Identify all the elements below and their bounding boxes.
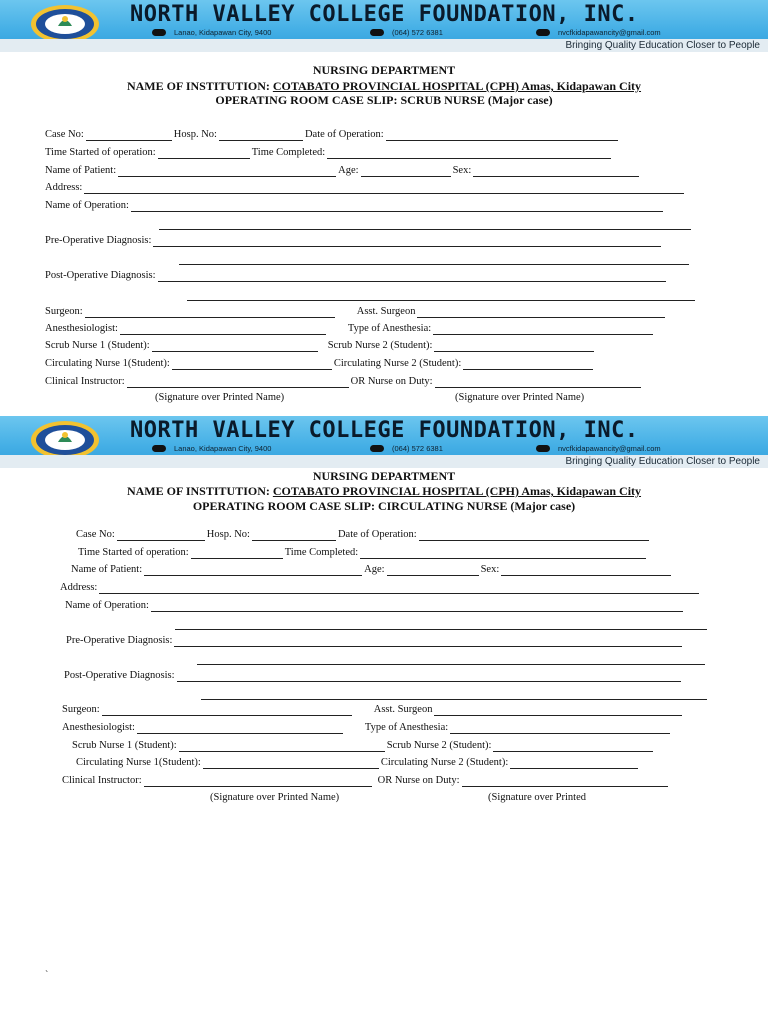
anesthesiologist-field[interactable] [120,324,326,335]
case-no-label: Case No: [45,129,84,140]
college-name: NORTH VALLEY COLLEGE FOUNDATION, INC. [130,418,639,443]
type-of-anesthesia-field[interactable] [450,723,670,734]
college-seal-icon [30,420,100,460]
college-seal-icon [30,4,100,44]
time-started-field[interactable] [191,548,283,559]
phone-icon [370,29,384,36]
age-label: Age: [338,165,359,176]
time-completed-label: Time Completed: [251,147,326,158]
pre-op-label: Pre-Operative Diagnosis: [45,235,152,246]
post-op-row [45,269,668,282]
sex-label: Sex: [480,564,500,575]
asst-surgeon-label: Asst. Surgeon [356,306,416,317]
slip-title-2: OPERATING ROOM CASE SLIP: CIRCULATING NURSE (Major case) [192,499,576,513]
pre-op-label: Pre-Operative Diagnosis: [66,635,173,646]
circulating-nurse-1-field[interactable] [172,359,332,370]
case-no-label: Case No: [76,529,115,540]
circulating-nurse-2-field[interactable] [463,359,593,370]
name-of-operation-label: Name of Operation: [45,200,129,211]
scrub-nurse-1-label: Scrub Nurse 1 (Student): [72,740,177,751]
phone-text: (064) 572 6381 [392,444,443,453]
location-icon [152,29,166,36]
address-field[interactable] [84,183,684,194]
asst-surgeon-field[interactable] [434,705,682,716]
phone-text: (064) 572 6381 [392,28,443,37]
sex-field[interactable] [473,166,639,177]
scrub-nurse-2-field[interactable] [434,341,594,352]
department-heading-2: NURSING DEPARTMENT [312,469,456,483]
anesthesia-row [45,322,655,335]
institution-heading [0,79,768,94]
pre-op-row [45,234,663,247]
address-label: Address: [60,582,98,593]
anesthesiologist-field[interactable] [137,723,343,734]
hosp-no-field[interactable] [219,130,303,141]
case-no-field[interactable] [86,130,172,141]
scrub-nurse-2-field[interactable] [493,741,653,752]
post-op-field[interactable] [158,271,666,282]
slip-title: OPERATING ROOM CASE SLIP: SCRUB NURSE (Major case) [215,93,553,107]
operation-row-2-continued [174,619,709,630]
surgeon-label: Surgeon: [62,704,100,715]
time-completed-field[interactable] [327,148,611,159]
post-op-field-2[interactable] [201,689,707,700]
address-row [45,181,686,194]
scrub-nurse-1-field[interactable] [179,741,385,752]
circulating-nurse-1-label: Circulating Nurse 1(Student): [45,358,170,369]
signature-caption-left: (Signature over Printed Name) [155,392,285,403]
address-label: Address: [45,182,83,193]
clinical-instructor-label: Clinical Instructor: [45,376,125,387]
case-info-row-2 [76,528,651,541]
name-of-operation-field-2[interactable] [159,219,691,230]
scrub-nurse-row [45,339,596,352]
email-icon [536,445,550,452]
address-row-2 [60,581,701,594]
date-of-operation-field[interactable] [419,530,649,541]
tagline: Bringing Quality Education Closer to People [565,40,760,51]
phone-icon [370,445,384,452]
post-op-field-2[interactable] [187,290,695,301]
operation-row [45,199,665,212]
college-banner [0,0,768,52]
address-contact [152,444,271,453]
phone-contact [370,28,443,37]
scrub-nurse-2-label: Scrub Nurse 2 (Student): [386,740,492,751]
pre-op-field-2[interactable] [197,654,705,665]
asst-surgeon-label: Asst. Surgeon [373,704,433,715]
email-icon [536,29,550,36]
operation-row-2 [65,599,685,612]
surgeon-field[interactable] [85,307,335,318]
stray-mark: ` [45,970,49,981]
email-text: nvcfkidapawancity@gmail.com [558,28,661,37]
pre-op-row-2-continued [196,654,707,665]
email-text: nvcfkidapawancity@gmail.com [558,444,661,453]
case-no-field[interactable] [117,530,205,541]
anesthesiologist-label: Anesthesiologist: [62,722,135,733]
circulating-nurse-1-label: Circulating Nurse 1(Student): [76,757,201,768]
or-nurse-label: OR Nurse on Duty: [350,376,433,387]
age-field[interactable] [361,166,451,177]
surgeon-row-2 [62,703,684,716]
scrub-nurse-1-label: Scrub Nurse 1 (Student): [45,340,150,351]
or-nurse-field[interactable] [435,377,641,388]
name-of-patient-label: Name of Patient: [45,165,117,176]
post-op-label: Post-Operative Diagnosis: [45,270,156,281]
college-banner-2 [0,416,768,468]
name-of-patient-field[interactable] [144,565,362,576]
college-name: NORTH VALLEY COLLEGE FOUNDATION, INC. [130,2,639,27]
institution-label: NAME OF INSTITUTION: [126,79,270,93]
instructor-row [45,375,643,388]
name-of-patient-label: Name of Patient: [71,564,143,575]
anesthesia-row-2 [62,721,672,734]
address-text: Lanao, Kidapawan City, 9400 [174,28,272,37]
circulating-nurse-row [45,357,595,370]
or-nurse-field[interactable] [462,776,668,787]
age-field[interactable] [387,565,479,576]
time-started-label: Time Started of operation: [45,147,156,158]
name-of-operation-field[interactable] [131,201,663,212]
date-of-operation-label: Date of Operation: [304,129,384,140]
surgeon-row [45,305,667,318]
type-of-anesthesia-label: Type of Anesthesia: [364,722,449,733]
post-op-field[interactable] [177,671,681,682]
institution-label: NAME OF INSTITUTION: [126,484,270,498]
clinical-instructor-field[interactable] [127,377,349,388]
circulating-nurse-1-field[interactable] [203,758,379,769]
signature-caption-left-2: (Signature over Printed Name) [210,792,340,803]
phone-contact [370,444,443,453]
case-info-row [45,128,620,141]
type-of-anesthesia-label: Type of Anesthesia: [347,323,432,334]
asst-surgeon-field[interactable] [417,307,665,318]
patient-row-2 [71,563,673,576]
hosp-no-field[interactable] [252,530,336,541]
pre-op-row-continued [178,254,691,265]
signature-caption-right-2: (Signature over Printed [488,792,586,803]
time-started-label: Time Started of operation: [78,547,189,558]
circulating-nurse-row-2 [76,756,640,769]
operation-row-continued [158,219,693,230]
institution-heading-2 [0,484,768,499]
institution-value: COTABATO PROVINCIAL HOSPITAL (CPH) Amas, Kidapawan City [272,79,642,93]
time-completed-field[interactable] [360,548,646,559]
age-label: Age: [364,564,385,575]
address-text: Lanao, Kidapawan City, 9400 [174,444,272,453]
hosp-no-label: Hosp. No: [173,129,217,140]
sex-field[interactable] [501,565,671,576]
sex-label: Sex: [452,165,472,176]
post-op-label: Post-Operative Diagnosis: [64,670,175,681]
name-of-patient-field[interactable] [118,166,336,177]
department-heading: NURSING DEPARTMENT [312,63,456,77]
circulating-nurse-2-field[interactable] [510,758,638,769]
institution-value: COTABATO PROVINCIAL HOSPITAL (CPH) Amas, Kidapawan City [272,484,642,498]
time-started-field[interactable] [158,148,250,159]
address-contact [152,28,271,37]
pre-op-field[interactable] [174,636,682,647]
post-op-row-2 [64,669,683,682]
pre-op-field-2[interactable] [179,254,689,265]
name-of-operation-label: Name of Operation: [65,600,149,611]
date-of-operation-label: Date of Operation: [337,529,417,540]
surgeon-field[interactable] [102,705,352,716]
hosp-no-label: Hosp. No: [206,529,250,540]
post-op-row-2-continued [200,689,709,700]
or-nurse-label: OR Nurse on Duty: [377,775,460,786]
signature-caption-right: (Signature over Printed Name) [455,392,585,403]
surgeon-label: Surgeon: [45,306,83,317]
circulating-nurse-2-label: Circulating Nurse 2 (Student): [380,757,509,768]
time-row-2 [78,546,648,559]
circulating-nurse-2-label: Circulating Nurse 2 (Student): [333,358,462,369]
name-of-operation-field[interactable] [151,601,683,612]
post-op-row-continued [186,290,697,301]
time-completed-label: Time Completed: [284,547,359,558]
address-field[interactable] [99,583,699,594]
clinical-instructor-label: Clinical Instructor: [62,775,142,786]
tagline: Bringing Quality Education Closer to People [565,456,760,467]
scrub-nurse-2-label: Scrub Nurse 2 (Student): [327,340,433,351]
clinical-instructor-field[interactable] [144,776,372,787]
location-icon [152,445,166,452]
instructor-row-2 [62,774,670,787]
time-row [45,146,613,159]
scrub-nurse-1-field[interactable] [152,341,318,352]
email-contact [536,28,661,37]
pre-op-row-2 [66,634,684,647]
date-of-operation-field[interactable] [386,130,618,141]
name-of-operation-field-2[interactable] [175,619,707,630]
pre-op-field[interactable] [153,236,661,247]
patient-row [45,164,641,177]
scrub-nurse-row-2 [72,739,655,752]
type-of-anesthesia-field[interactable] [433,324,653,335]
anesthesiologist-label: Anesthesiologist: [45,323,118,334]
email-contact [536,444,661,453]
